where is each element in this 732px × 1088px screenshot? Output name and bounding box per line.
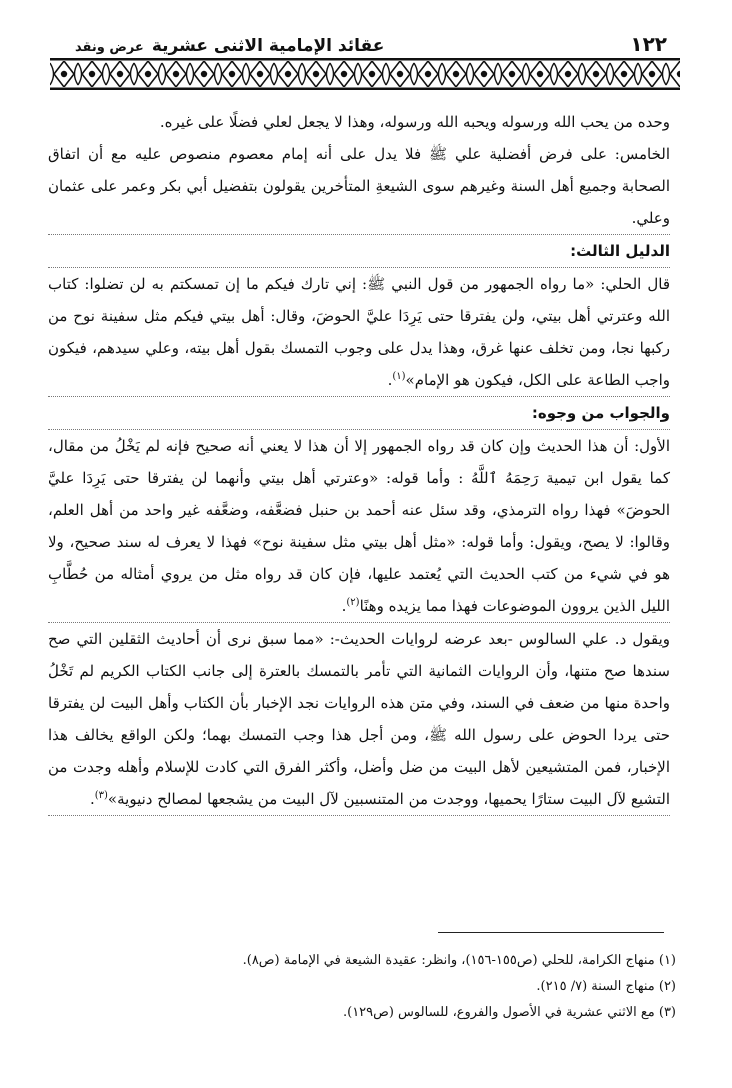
first-answer-period: . xyxy=(341,597,347,615)
body-text xyxy=(48,106,670,816)
running-title-main: عقائد الإمامية الاثنى عشرية xyxy=(151,36,385,56)
salous-quote-text: ويقول د. علي السالوس -بعد عرضه لروايات الحديث-: «مما سبق نرى أن أحاديث الثقلين التي صح سندها صح متنها، وأن الروايات الثمانية التي تأمر بالتمسك بالعترة إلى جانب الكتاب الكريم لم تَخْلُ واحدة منها من ضعف في السند، وفي متن هذه الروايات نجد الإخبار بأن الكتاب وأهل البيت لن يفترقا حتى يردا الحوض على رسول الله ﷺ، ومن أجل هذا وجب التمسك بهما؛ ولكن الواقع يخالف هذا الإخبار، فمن المتشيعين لأهل البيت من ضل وأضل، وأكثر الفرق التي كادت للإسلام وأهله وجدت من التشيع لآل البيت ستارًا يحميها، ووجدت من المتنسبين لآل البيت من يشجعها لمصالح دنيوية» xyxy=(48,630,670,808)
heading-third-proof: الدليل الثالث: xyxy=(48,235,670,268)
paragraph-first-answer xyxy=(48,430,670,623)
footnote-ref-3: (٣) xyxy=(94,790,108,801)
footnote-1: (١) منهاج الكرامة، للحلي (ص١٥٥-١٥٦)، وانظر: عقيدة الشيعة في الإمامة (ص٨). xyxy=(242,953,676,968)
heading-answer: والجواب من وجوه: xyxy=(48,397,670,430)
footnote-ref-1: (١) xyxy=(392,371,406,382)
helli-period: . xyxy=(387,371,393,389)
running-title-sub: عرض ونقد xyxy=(75,40,144,55)
footnote-separator xyxy=(438,932,664,933)
first-answer-text: الأول: أن هذا الحديث وإن كان قد رواه الجمهور إلا أن هذا لا يعني أنه صحيح فإنه لم يَخْلُ من مقال، كما يقول ابن تيمية رَحِمَهُ ٱللَّهُ : وأما قوله: «وعترتي أهل بيتي وأنهما لن يفترقا حتى يَرِدَا عليَّ الحوضَ» فهذا رواه الترمذي، وقد سئل عنه أحمد بن حنبل فضعَّفه، وضعَّفه غير واحد من أهل العلم، وقالوا: لا يصح، ويقول: وأما قوله: «مثل أهل بيتي مثل سفينة نوح» فهذا لا يعرف له سند صحيح، ولا هو في شيء من كتب الحديث التي يُعتمد عليها، فإن كان قد رواه مثل من يروي أمثاله من حُطَّابِ الليل الذين يروون الموضوعات فهذا مما يزيده وهنًا xyxy=(48,437,670,615)
paragraph-salous-quote xyxy=(48,623,670,816)
page-header xyxy=(75,30,667,56)
salous-period: . xyxy=(89,790,95,808)
footnote-2: (٢) منهاج السنة (٧/ ٢١٥). xyxy=(536,979,676,994)
footnote-ref-2: (٢) xyxy=(346,597,360,608)
paragraph-line-1: وحده من يحب الله ورسوله ويحبه الله ورسوله، وهذا لا يجعل لعلي فضلًا على غيره. xyxy=(159,113,670,131)
footnotes xyxy=(160,948,676,1026)
helli-quote-text: قال الحلي: «ما رواه الجمهور من قول النبي ﷺ: إني تارك فيكم ما إن تمسكتم به لن تضلوا: كتاب الله وعترتي أهل بيتي، ولن يفترقا حتى يَرِدَا عليَّ الحوضَ، وقال: أهل بيتي فيكم مثل سفينة نوح من ركبها نجا، ومن تخلف عنها غرق، وهذا يدل على وجوب التمسك بقول أهل بيته، وعلي سيدهم، فيكون واجب الطاعة على الكل، فيكون هو الإمام» xyxy=(48,275,670,389)
paragraph-fifth: الخامس: على فرض أفضلية علي ﷺ فلا يدل على أنه إمام معصوم منصوص عليه مع أن اتفاق الصحابة وجميع أهل السنة وغيرهم سوى الشيعةِ المتأخرين يقولون بتفضيل أبي بكر وعمر على عثمان وعلي. xyxy=(48,138,670,235)
footnote-3: (٣) مع الاثني عشرية في الأصول والفروع، للسالوس (ص١٢٩). xyxy=(342,1005,676,1020)
header-ornament xyxy=(50,58,680,90)
running-title xyxy=(75,36,384,56)
paragraph-helli-quote xyxy=(48,268,670,397)
page-number: ١٢٢ xyxy=(630,32,667,56)
